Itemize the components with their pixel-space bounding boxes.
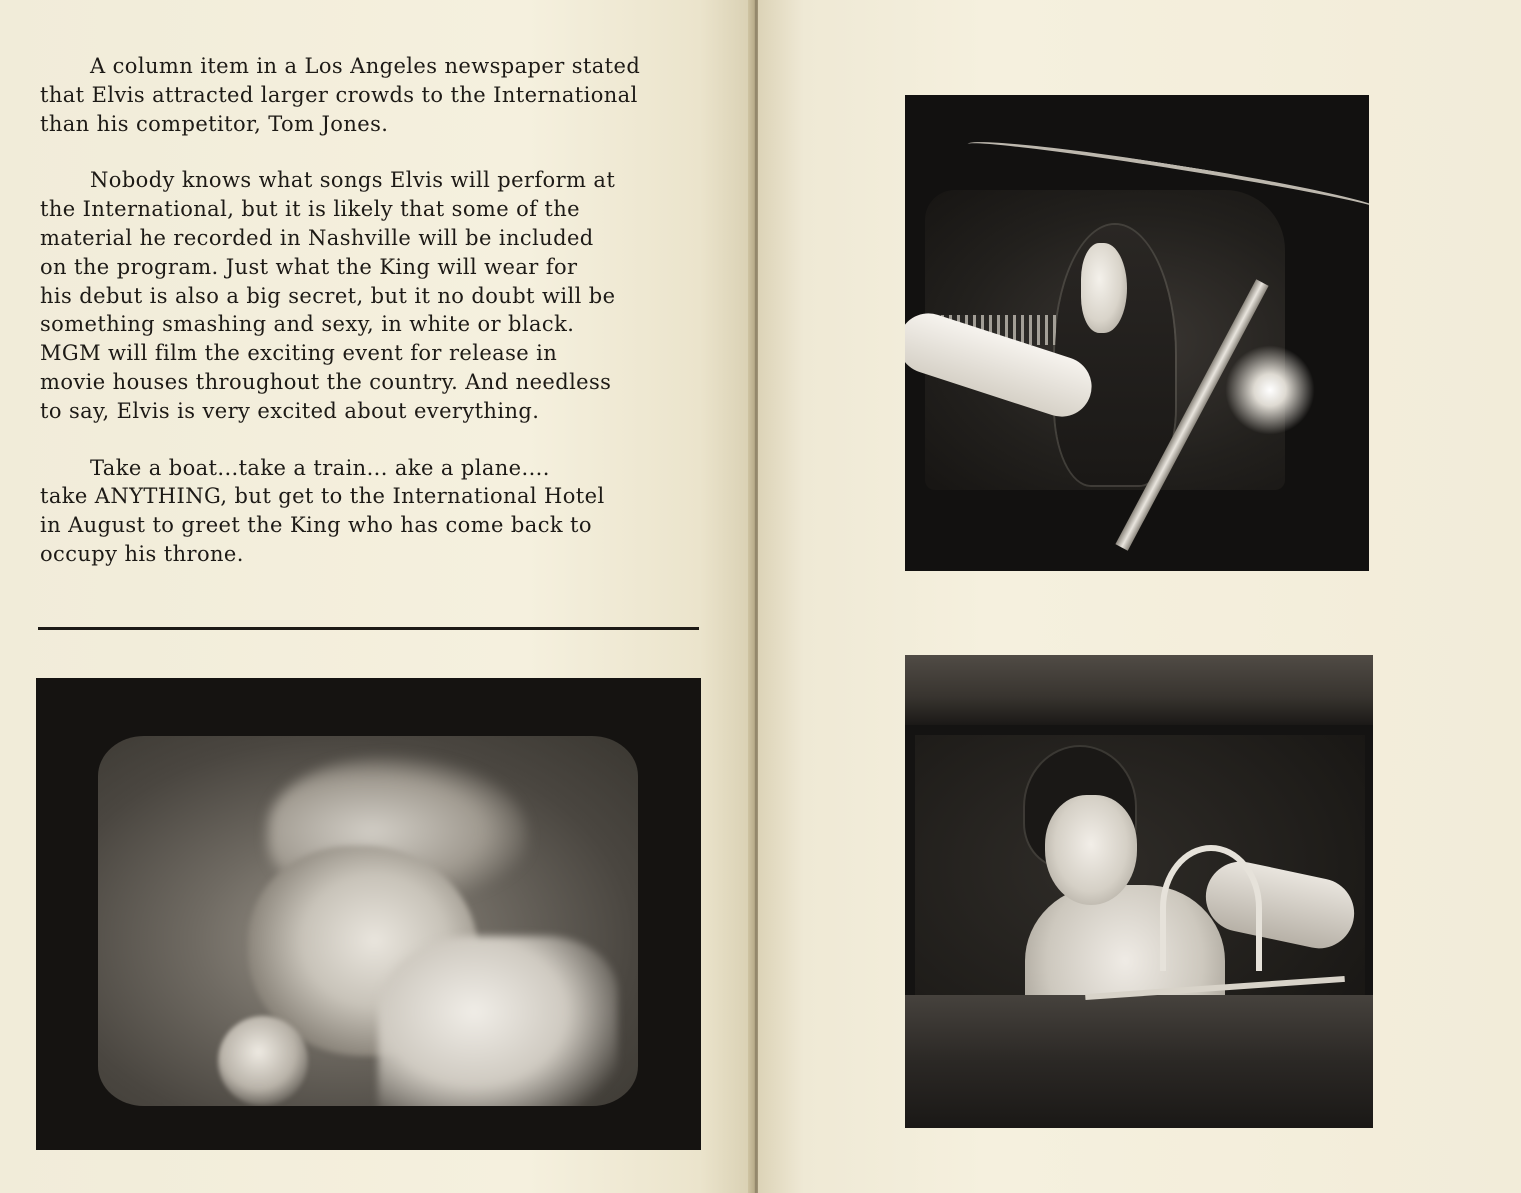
text-line: Nobody knows what songs Elvis will perform at	[90, 168, 616, 193]
text-line: Take a boat...take a train... ake a plane....	[90, 455, 550, 480]
text-line: than his competitor, Tom Jones.	[40, 111, 389, 136]
photo-detail	[905, 995, 1373, 1128]
horizontal-rule	[38, 627, 699, 630]
photo-detail	[378, 936, 618, 1106]
article-text	[40, 52, 730, 597]
text-line: material he recorded in Nashville will be included	[40, 225, 594, 250]
photo-tv-performer	[36, 678, 701, 1150]
paragraph-1	[40, 52, 730, 138]
microphone-shape	[218, 1016, 308, 1106]
left-page	[0, 0, 752, 1193]
text-line: the International, but it is likely that some of the	[40, 197, 580, 222]
text-line: his debut is also a big secret, but it no doubt will be	[40, 283, 616, 308]
text-line: something smashing and sexy, in white or black.	[40, 312, 575, 337]
text-line: that Elvis attracted larger crowds to the International	[40, 82, 638, 107]
text-line: A column item in a Los Angeles newspaper stated	[90, 54, 641, 78]
photo-woman-in-car-profile	[905, 95, 1369, 571]
photo-detail	[905, 655, 1373, 725]
photo-detail	[1081, 243, 1127, 333]
tv-screen	[98, 736, 638, 1106]
text-line: in August to greet the King who has come back to	[40, 513, 592, 538]
text-line: MGM will film the exciting event for release in	[40, 341, 558, 366]
text-line: take ANYTHING, but get to the International Hotel	[40, 484, 605, 509]
photo-woman-in-car-window	[905, 655, 1373, 1128]
photo-detail	[1225, 345, 1315, 435]
text-line: occupy his throne.	[40, 541, 244, 566]
photo-detail	[1045, 795, 1137, 905]
paragraph-2	[40, 166, 730, 425]
text-line: to say, Elvis is very excited about everything.	[40, 398, 540, 423]
paragraph-3	[40, 454, 730, 569]
text-line: movie houses throughout the country. And needless	[40, 369, 612, 394]
text-line: on the program. Just what the King will wear for	[40, 254, 578, 279]
handbag-shape	[1160, 845, 1262, 971]
